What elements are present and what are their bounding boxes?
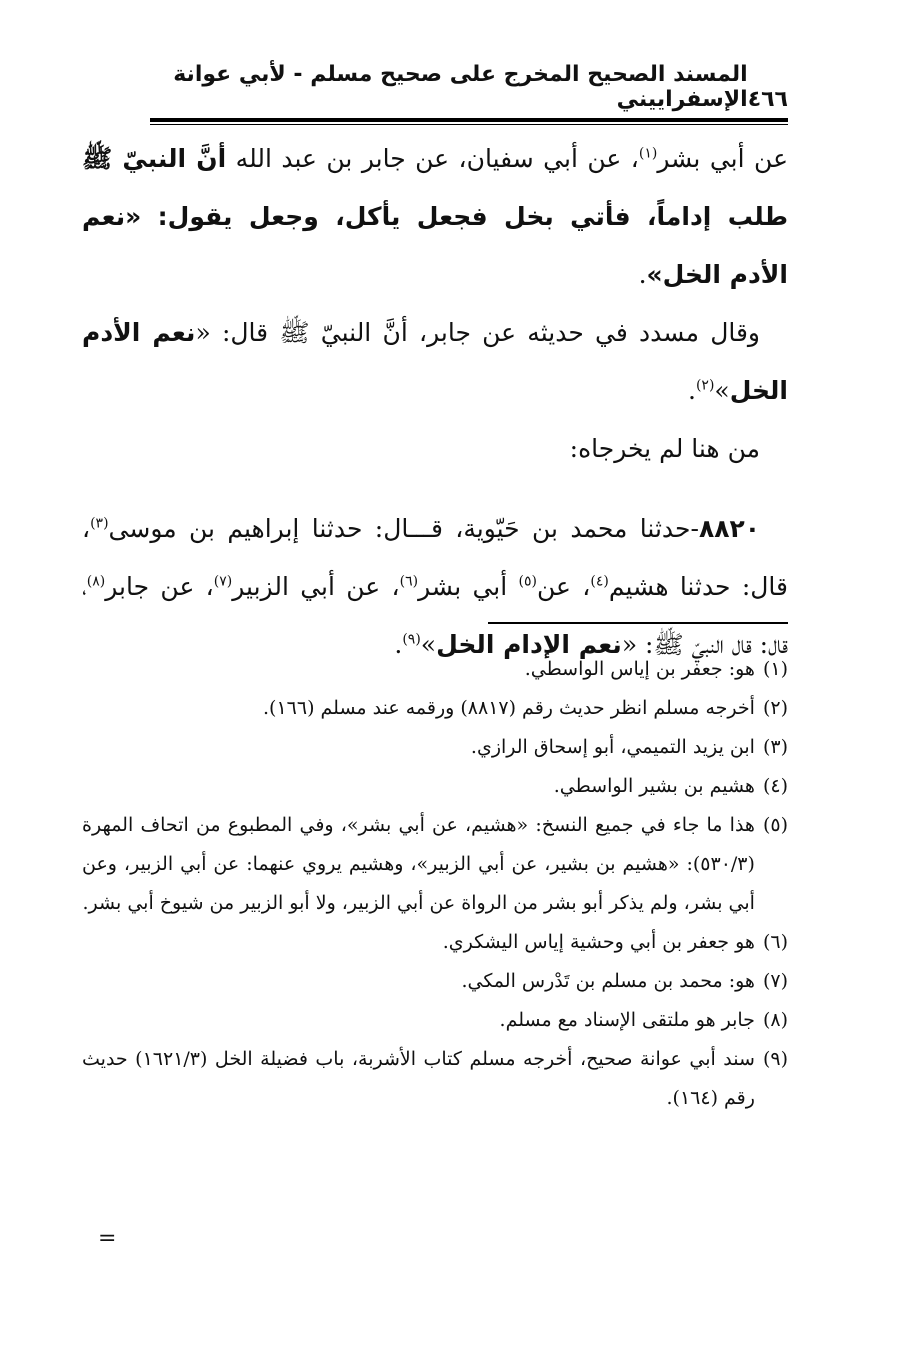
footnote-item bbox=[82, 728, 788, 767]
footnote-ref-1[interactable]: (١) bbox=[638, 145, 658, 162]
footnote-number: (٤) bbox=[762, 775, 788, 797]
text-span: وقال مسدد في حديثه عن جابر، أنَّ النبيّ ﷺ قال: « bbox=[195, 318, 760, 347]
header-rule-thin bbox=[150, 124, 788, 125]
footnote-item bbox=[82, 1040, 788, 1118]
text-span: -حدثنا محمد بن حَيّوية، قـــال: حدثنا إبراهيم بن موسى bbox=[108, 514, 699, 543]
page-number: ٤٦٦ bbox=[747, 87, 788, 112]
footnote-number: (٥) bbox=[762, 814, 788, 836]
text-span: . bbox=[638, 260, 647, 289]
footnote-item bbox=[82, 689, 788, 728]
footnote-item bbox=[82, 650, 788, 689]
paragraph-gap bbox=[82, 478, 788, 500]
footnote-text: ابن يزيد التميمي، أبو إسحاق الرازي. bbox=[470, 736, 755, 758]
paragraph-2 bbox=[82, 304, 788, 420]
bottom-mark: = bbox=[98, 1226, 117, 1251]
footnote-text: أخرجه مسلم انظر حديث رقم (٨٨١٧) ورقمه عند مسلم (١٦٦). bbox=[263, 697, 755, 719]
footnote-number: (٩) bbox=[762, 1048, 788, 1070]
text-span: » bbox=[420, 630, 437, 659]
footnote-separator bbox=[488, 622, 788, 624]
footnotes bbox=[82, 650, 788, 1118]
main-text bbox=[82, 130, 788, 674]
text-span: أبي بشر bbox=[418, 572, 519, 601]
text-span: » bbox=[714, 376, 730, 405]
text-span: عن أبي بشر bbox=[657, 144, 788, 173]
hadith-text: نعم الأدم الخل bbox=[82, 318, 788, 405]
paragraph-1 bbox=[82, 130, 788, 304]
paragraph-4 bbox=[82, 500, 788, 674]
footnote-number: (٨) bbox=[762, 1009, 788, 1031]
footnote-ref-4[interactable]: (٤) bbox=[590, 573, 609, 590]
paragraph-3: من هنا لم يخرجاه: bbox=[569, 434, 760, 463]
footnote-item bbox=[82, 1001, 788, 1040]
text-span: ، قال: قال النبيّ ﷺ: « bbox=[82, 572, 788, 659]
footnote-text: جابر هو ملتقى الإسناد مع مسلم. bbox=[499, 1009, 755, 1031]
text-span: ، عن جابر bbox=[105, 572, 214, 601]
footnote-item bbox=[82, 806, 788, 923]
text-span: ، قال: حدثنا هشيم bbox=[82, 514, 788, 601]
text-span: . bbox=[687, 376, 696, 405]
hadith-text: أنَّ النبيّ ﷺ طلب إداماً، فأتي بخل فجعل يأكل، وجعل يقول: «نعم الأدم الخل» bbox=[82, 144, 788, 289]
footnote-item bbox=[82, 767, 788, 806]
footnote-ref-3[interactable]: (٣) bbox=[90, 515, 109, 532]
footnote-item bbox=[82, 962, 788, 1001]
footnote-number: (٧) bbox=[762, 970, 788, 992]
running-title: المسند الصحيح المخرج على صحيح مسلم - لأبي عوانة الإسفراييني bbox=[173, 62, 748, 112]
text-span: ، عن bbox=[537, 572, 591, 601]
footnote-ref-2[interactable]: (٢) bbox=[695, 377, 715, 394]
footnote-number: (٣) bbox=[762, 736, 788, 758]
footnote-ref-8[interactable]: (٨) bbox=[86, 573, 106, 590]
footnote-item bbox=[82, 923, 788, 962]
hadith-number: ٨٨٢٠ bbox=[698, 514, 760, 543]
footnote-number: (٢) bbox=[762, 697, 788, 719]
footnote-text: هو: جعفر بن إياس الواسطي. bbox=[524, 658, 755, 680]
footnote-ref-9[interactable]: (٩) bbox=[402, 631, 421, 648]
footnote-text: هشيم بن بشير الواسطي. bbox=[553, 775, 755, 797]
footnote-ref-6[interactable]: (٦) bbox=[399, 573, 419, 590]
page-header bbox=[150, 62, 788, 112]
footnote-text: هو: محمد بن مسلم بن تَدْرس المكي. bbox=[461, 970, 755, 992]
footnote-text: هو جعفر بن أبي وحشية إياس اليشكري. bbox=[442, 931, 755, 953]
footnote-number: (١) bbox=[762, 658, 788, 680]
footnote-ref-7[interactable]: (٧) bbox=[213, 573, 233, 590]
hadith-text: نعم الإدام الخل bbox=[436, 630, 622, 659]
footnote-ref-5[interactable]: (٥) bbox=[518, 573, 538, 590]
footnote-text: هذا ما جاء في جميع النسخ: «هشيم، عن أبي بشر»، وفي المطبوع من اتحاف المهرة (٥٣٠/٣): «هشيم بن بشير، عن أبي الزبير»، وهشيم يروي عنهما: عن أبي الزبير، وعن أبي بشر، ولم يذكر أبو بشر من الرواة عن أبي الزبير، ولا أبو الزبير من شيوخ أبي بشر. bbox=[82, 814, 755, 914]
header-rule-thick bbox=[150, 118, 788, 122]
footnote-text: سند أبي عوانة صحيح، أخرجه مسلم كتاب الأشربة، باب فضيلة الخل (١٦٢١/٣) حديث رقم (١٦٤). bbox=[82, 1048, 755, 1109]
text-span: ، عن أبي سفيان، عن جابر بن عبد الله bbox=[226, 144, 639, 173]
text-span: ، عن أبي الزبير bbox=[232, 572, 400, 601]
footnote-number: (٦) bbox=[762, 931, 788, 953]
text-span: . bbox=[394, 630, 403, 659]
